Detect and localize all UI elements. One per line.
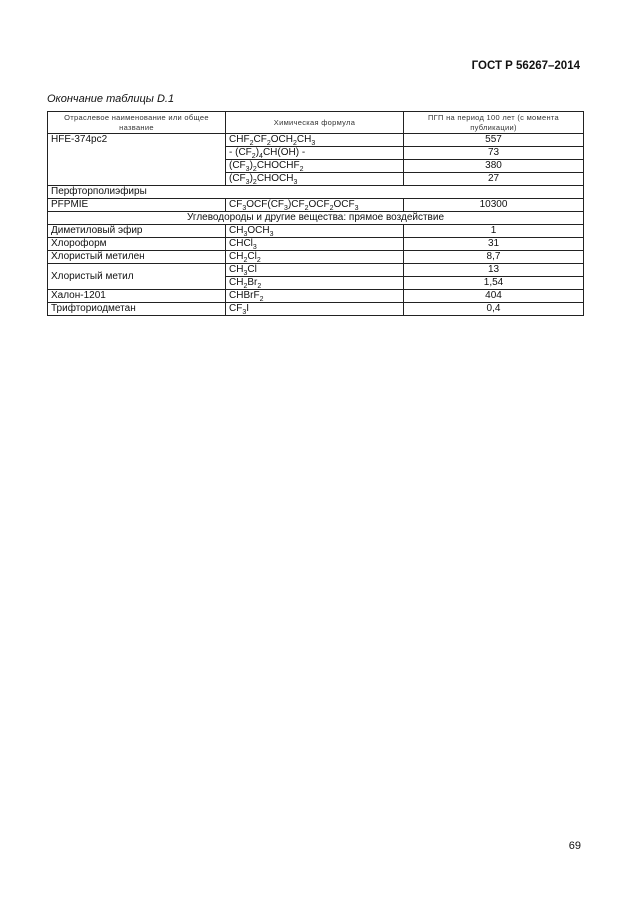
substance-name: PFPMIE	[48, 199, 226, 212]
table-header-row	[48, 112, 584, 134]
formula-subscript: 2	[292, 140, 297, 147]
formula-text: CHF	[229, 134, 250, 145]
chemical-formula	[226, 251, 404, 264]
chemical-formula	[226, 303, 404, 316]
formula-text: CH(OH) -	[262, 147, 306, 158]
formula-text: Br	[247, 277, 258, 288]
formula-subscript: 2	[266, 140, 271, 147]
formula-text: - (CF	[229, 147, 252, 158]
formula-text: CHOCHF	[256, 160, 300, 171]
chemical-formula	[226, 277, 404, 290]
table-caption: Окончание таблицы D.1	[47, 93, 175, 105]
table-row	[48, 134, 584, 147]
formula-text: )	[255, 147, 260, 158]
table-row	[48, 238, 584, 251]
gwp-value: 1	[404, 225, 584, 238]
substance-name: HFE-374pc2	[48, 134, 226, 186]
gwp-value: 10300	[404, 199, 584, 212]
formula-text: OCF	[333, 199, 355, 210]
formula-text: )	[249, 173, 253, 184]
formula-text: OCH	[247, 225, 270, 236]
page-number: 69	[568, 840, 581, 852]
gwp-value: 27	[404, 173, 584, 186]
substance-name: Хлористый метилен	[48, 251, 226, 264]
formula-text: OCF(CF	[246, 199, 285, 210]
substance-name: Хлористый метил	[48, 264, 226, 290]
table-row	[48, 251, 584, 264]
table-row	[48, 264, 584, 277]
section-row	[48, 212, 584, 225]
chemical-formula	[226, 147, 404, 160]
gwp-value: 8,7	[404, 251, 584, 264]
section-row	[48, 186, 584, 199]
substance-name: Халон-1201	[48, 290, 226, 303]
formula-subscript: 2	[252, 166, 257, 173]
formula-text: CF	[229, 303, 243, 314]
gwp-value: 404	[404, 290, 584, 303]
formula-subscript: 3	[354, 205, 359, 212]
chemical-formula	[226, 134, 404, 147]
column-header-gwp: ПГП на период 100 лет (с момента публикации)	[404, 112, 584, 134]
formula-subscript: 4	[259, 153, 263, 160]
column-header-name: Отраслевое наименование или общее название	[48, 112, 226, 134]
gwp-value: 0,4	[404, 303, 584, 316]
gwp-value: 31	[404, 238, 584, 251]
table-row	[48, 303, 584, 316]
formula-text: )	[249, 160, 253, 171]
substance-name: Диметиловый эфир	[48, 225, 226, 238]
chemical-formula	[226, 199, 404, 212]
formula-text: CHBrF	[229, 290, 260, 301]
formula-subscript: 2	[329, 205, 334, 212]
chemical-formula	[226, 160, 404, 173]
formula-subscript: 3	[243, 270, 248, 277]
gwp-value: 1,54	[404, 277, 584, 290]
formula-text: CH	[229, 277, 244, 288]
chemical-formula	[226, 290, 404, 303]
section-heading: Углеводороды и другие вещества: прямое воздействие	[48, 212, 584, 225]
formula-subscript: 3	[284, 205, 288, 212]
formula-text: OCH	[270, 134, 293, 145]
column-header-formula: Химическая формула	[226, 112, 404, 134]
formula-text: I	[246, 303, 250, 314]
formula-subscript: 2	[252, 179, 257, 186]
gwp-value: 380	[404, 160, 584, 173]
formula-subscript: 2	[304, 205, 309, 212]
chemical-formula	[226, 225, 404, 238]
formula-text: OCF	[308, 199, 330, 210]
table-row	[48, 199, 584, 212]
formula-subscript: 3	[242, 309, 247, 316]
formula-subscript: 2	[243, 257, 248, 264]
formula-text: CH	[229, 264, 244, 275]
formula-text: CH	[296, 134, 312, 145]
formula-subscript: 3	[311, 140, 316, 147]
formula-subscript: 2	[243, 283, 248, 290]
formula-subscript: 3	[245, 166, 250, 173]
formula-subscript: 2	[251, 153, 256, 160]
gwp-value: 73	[404, 147, 584, 160]
formula-text: Cl	[247, 251, 257, 262]
formula-text: CH	[229, 225, 244, 236]
table-row	[48, 225, 584, 238]
gwp-value: 557	[404, 134, 584, 147]
formula-subscript: 3	[245, 179, 250, 186]
formula-text: (CF	[229, 173, 246, 184]
formula-text: CF	[229, 199, 243, 210]
formula-subscript: 3	[269, 231, 274, 238]
substance-name: Трифториодметан	[48, 303, 226, 316]
table-row	[48, 290, 584, 303]
formula-subscript: 2	[257, 283, 262, 290]
formula-text: (CF	[229, 160, 246, 171]
gwp-table	[47, 111, 584, 316]
formula-subscript: 2	[256, 257, 261, 264]
formula-text: CF	[253, 134, 267, 145]
formula-text: CH	[229, 251, 244, 262]
formula-text: )CF	[287, 199, 305, 210]
formula-text: CHCl	[229, 238, 253, 249]
formula-text: Cl	[247, 264, 257, 275]
section-heading: Перфторполиэфиры	[48, 186, 584, 199]
chemical-formula	[226, 264, 404, 277]
formula-subscript: 2	[259, 296, 264, 303]
chemical-formula	[226, 173, 404, 186]
formula-subscript: 2	[249, 140, 254, 147]
standard-number: ГОСТ Р 56267–2014	[471, 60, 580, 72]
formula-subscript: 2	[299, 166, 304, 173]
chemical-formula	[226, 238, 404, 251]
formula-subscript: 3	[252, 244, 257, 251]
formula-subscript: 3	[243, 231, 248, 238]
substance-name: Хлороформ	[48, 238, 226, 251]
gwp-value: 13	[404, 264, 584, 277]
formula-text: CHOCH	[256, 173, 294, 184]
formula-subscript: 3	[242, 205, 247, 212]
formula-subscript: 3	[293, 179, 298, 186]
